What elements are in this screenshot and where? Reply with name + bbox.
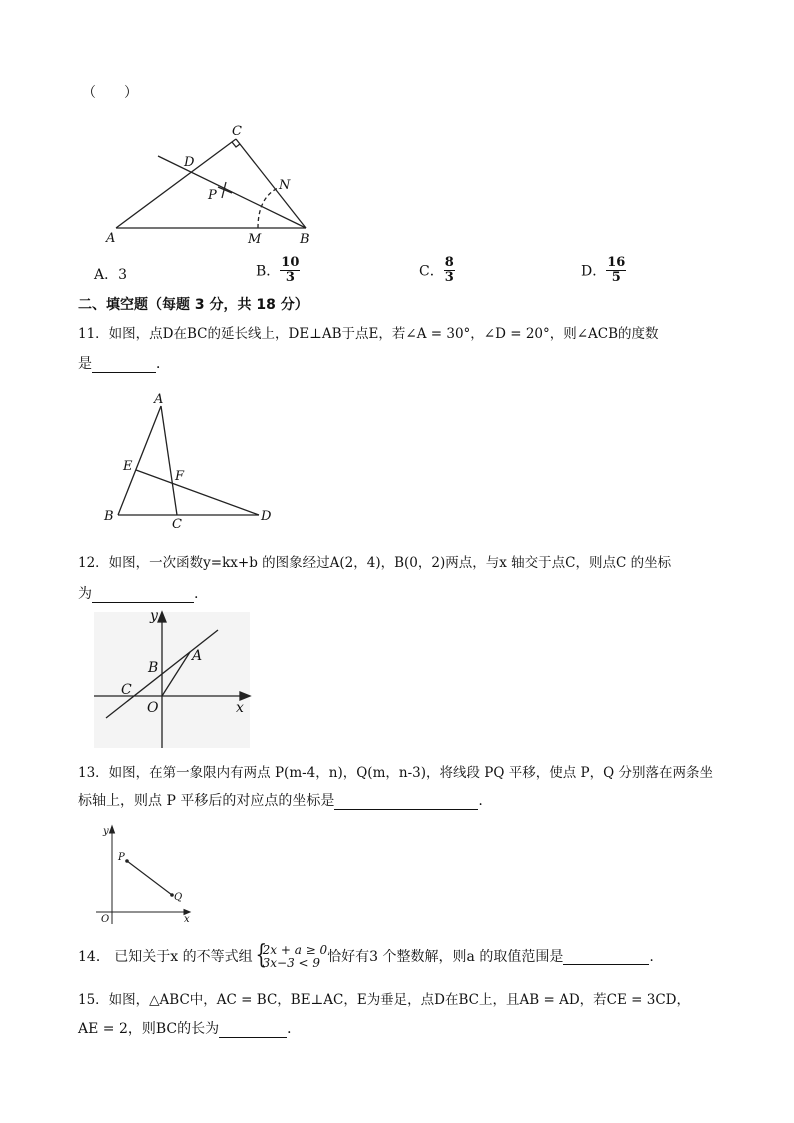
- label-O: O: [147, 700, 159, 716]
- label-P: P: [118, 852, 125, 863]
- label-D: D: [184, 155, 195, 170]
- label-B: B: [300, 232, 310, 247]
- label-A: A: [106, 231, 116, 246]
- q11-suffix: ．: [156, 356, 170, 372]
- label-E: E: [123, 459, 133, 474]
- option-c-numerator: 8: [444, 255, 454, 270]
- q11-prefix: 是: [78, 356, 92, 372]
- label-P: P: [208, 188, 217, 203]
- q13-line1: 13．如图，在第一象限内有两点 P(m-4，n)，Q(m，n-3)，将线段 PQ 平移，使点 P，Q 分别落在两条坐: [78, 765, 713, 781]
- label-C: C: [232, 124, 242, 139]
- label-D: D: [261, 509, 272, 524]
- option-b-letter: B．: [256, 263, 281, 280]
- option-b-denominator: 3: [285, 270, 295, 285]
- q13-suffix: .: [478, 793, 483, 809]
- label-B: B: [148, 660, 159, 676]
- y-axis-arrow: [110, 826, 115, 833]
- q11-line1: 11．如图，点D在BC的延长线上，DE⊥AB于点E，若∠A = 30°，∠D = 20°，则∠ACB的度数: [78, 326, 659, 342]
- q12-line1: 12．如图，一次函数y=kx+b 的图象经过A(2，4)，B(0，2)两点，与x 轴交于点C，则点C 的坐标: [78, 555, 672, 571]
- q15-prefix: AE = 2，则BC的长为: [78, 1021, 220, 1037]
- answer-parentheses: （ ）: [82, 85, 138, 101]
- label-C: C: [172, 517, 182, 532]
- q12-prefix: 为: [78, 586, 92, 602]
- q15-line2: [78, 1018, 301, 1038]
- q12-suffix: .: [194, 586, 199, 602]
- inequality-system: [253, 944, 328, 970]
- label-M: M: [248, 232, 262, 247]
- option-a-value: 3: [118, 267, 128, 283]
- q14-answer-blank[interactable]: [563, 950, 649, 965]
- label-B: B: [104, 509, 114, 524]
- option-a-letter: A．: [94, 267, 119, 283]
- q14-prefix: 14． 已知关于x 的不等式组: [78, 949, 253, 965]
- option-d-numerator: 16: [607, 255, 626, 270]
- label-Q: Q: [174, 892, 183, 903]
- point-P: [125, 859, 129, 863]
- q15-line1: 15．如图，△ABC中，AC = BC，BE⊥AC，E为垂足，点D在BC上，且AB = AD，若CE = 3CD，: [78, 992, 690, 1008]
- label-O: O: [101, 914, 110, 925]
- option-b-numerator: 10: [281, 255, 300, 270]
- label-y: y: [150, 608, 158, 624]
- label-A: A: [154, 392, 164, 407]
- q14-suffix: .: [649, 949, 654, 965]
- label-x: x: [184, 914, 190, 925]
- label-y: y: [103, 826, 109, 837]
- option-c-letter: C．: [419, 263, 444, 280]
- option-d-letter: D．: [581, 263, 607, 280]
- q14-middle: 恰好有3 个整数解，则a 的取值范围是: [327, 949, 564, 965]
- segment-PQ: [127, 861, 172, 895]
- label-F: F: [175, 469, 185, 484]
- q13-prefix: 标轴上，则点 P 平移后的对应点的坐标是: [78, 793, 335, 809]
- section-heading: 二、填空题（每题 3 分，共 18 分）: [78, 297, 309, 313]
- inequality-2: 3x−3 < 9: [262, 956, 321, 970]
- inequality-1: { 2x + a ≥ 0: [262, 943, 328, 957]
- option-c-denominator: 3: [444, 270, 454, 285]
- q14-line: [78, 944, 654, 970]
- label-N: N: [279, 178, 291, 193]
- q15-answer-blank[interactable]: [219, 1023, 287, 1038]
- q15-suffix: ．: [287, 1021, 302, 1037]
- label-x: x: [236, 700, 244, 716]
- option-d-denominator: 5: [611, 270, 621, 285]
- label-A: A: [192, 648, 203, 664]
- label-C: C: [121, 682, 132, 698]
